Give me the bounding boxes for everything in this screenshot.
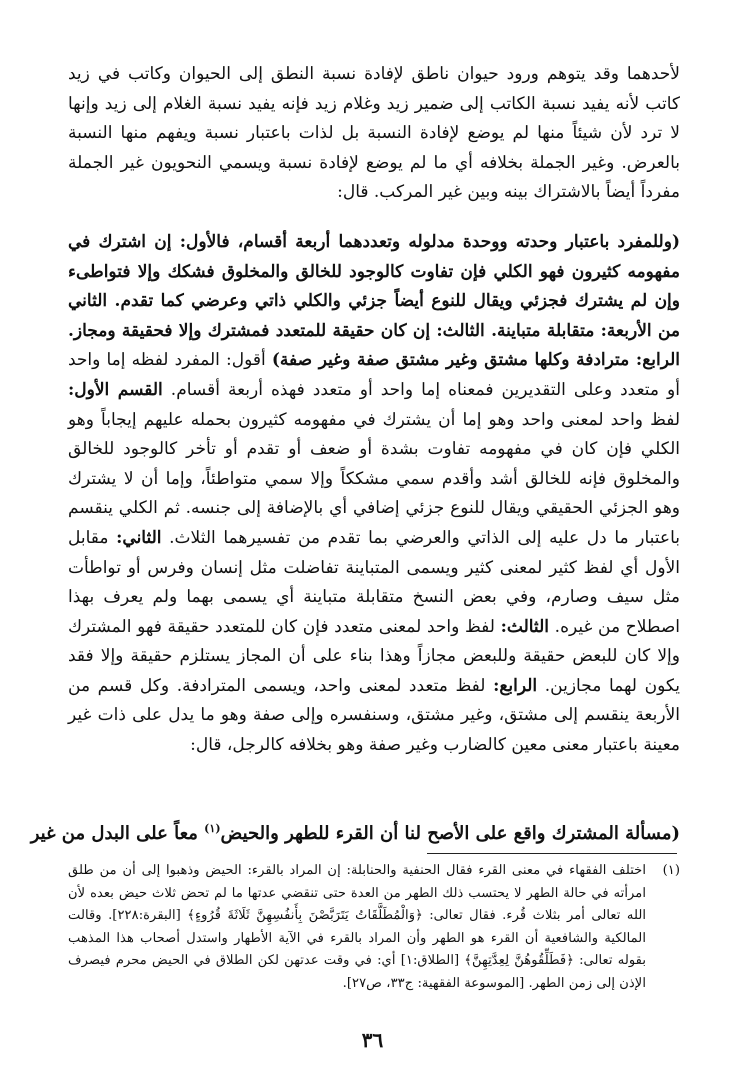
commentary-paragraph: لأحدهما وقد يتوهم ورود حيوان ناطق لإفادة نسبة النطق إلى الحيوان وكاتب في زيد كاتب لأنه يفيد نسبة الكاتب إلى ضمير زيد وغلام زيد فإنه يفيد نسبة الغلام إلى زيد وإنها لا ترد لأن شيئاً منها لم يوضع لإفادة النسبة بل لذات باعتبار نسبة ويفهم منها النسبة بالعرض. وغير الجملة بخلافه أي ما لم يوضع لإفادة نسبة ويسمي النحويون غير الجملة مفرداً أيضاً بالاشتراك بينه وبين غير المركب. قال: (68, 64, 680, 203)
footnote-marker: (١) (662, 863, 680, 878)
commentary-text: لفظ واحد لمعنى متعدد فإن كان للمتعدد حقيقة فهو المشترك وإلا كان للبعض حقيقة وللبعض مجازاً وهذا بناء على أن المجاز يستلزم حقيقة وإلا فقد يكون لهما مجازين. (68, 616, 680, 696)
footnote-reference[interactable]: (١) (204, 822, 221, 835)
commentary-text: أقول: المفرد لفظه إما واحد أو متعدد وعلى التقديرين فمعناه إما واحد أو متعدد فهذه أربعة أقسام. (68, 350, 680, 400)
section-label: القسم الأول: (68, 379, 163, 400)
section-heading (30, 814, 680, 849)
section-label: الرابع: (493, 675, 538, 696)
section-label: الثاني: (116, 527, 162, 548)
commentary-text: مقابل الأول أي لفظ كثير لمعنى كثير ويسمى المتباينة تفاضلت مثل إنسان وفرس أو تواطأت مثل سيف وصارم، وفي بعض النسخ متقابلة متباينة أي يسمى بهما ولم يعرف بهذا اصطلاح من غيره. (68, 527, 680, 637)
matn-text: (وللمفرد باعتبار وحدته ووحدة مدلوله وتعددهما أربعة أقسام، فالأول: إن اشترك في مفهومه كثيرون فهو الكلي فإن تفاوت كالوجود للخالق والمخلوق فشكك وإلا فتواطىء وإن لم يشترك فجزئي ويقال للنوع أيضاً جزئي والكلي ذاتي وعرضي كما تقدم. الثاني من الأربعة: متقابلة متباينة. الثالث: إن كان حقيقة للمتعدد فمشترك وإلا فحقيقة ومجاز. الرابع: مترادفة وكلها مشتق وغير مشتق صفة وغير صفة) (68, 231, 680, 371)
footnote-text: اختلف الفقهاء في معنى القرء فقال الحنفية والحنابلة: إن المراد بالقرء: الحيض وذهبوا إلى أن من طلق امرأته في حالة الطهر لا يحتسب ذلك الطهر من العدة حتى تنقضي عدتها ما لم تحض ثلاث حيض بعده لأن الله تعالى أمر بثلاث قُرء. فقال تعالى: ﴿وَالْمُطَلَّقَاتُ يَتَرَبَّصْنَ بِأَنفُسِهِنَّ ثَلَاثَةَ قُرُوءٍ﴾ [البقرة:٢٢٨]. وقالت المالكية والشافعية أن القرء هو الطهر وأن المراد بالقرء في الآية الأطهار واستدل أصحاب هذا المذهب بقوله تعالى: ﴿فَطَلِّقُوهُنَّ لِعِدَّتِهِنَّ﴾ [الطلاق:١] أي: في وقت عدتهن لكن الطلاق في الحيض محرم فيصرف الإذن إلى زمن الطهر. [الموسوعة الفقهية: ج٣٣، ص٢٧]. (68, 863, 647, 991)
section-label: الثالث: (500, 616, 549, 637)
heading-text-continued: معاً على البدل من غير (30, 823, 205, 844)
main-text (68, 60, 680, 761)
page-number: ٣٦ (361, 1028, 384, 1052)
footnote-divider (427, 853, 677, 854)
matn-commentary-paragraph (68, 228, 680, 761)
commentary-text: لفظ واحد لمعنى واحد وهو إما أن يشترك في مفهومه كثيرون بحمله عليهم إيجاباً وهو الكلي فإن كان في مفهومه تفاوت بشدة أو ضعف أو تقدم أو تأخر كالوجود للخالق والمخلوق فإنه للخالق أشد وأقدم سمي مشككاً وإلا سمي متواطئاً، وإما أن لا يشترك وهو الجزئي الحقيقي ويقال للنوع جزئي إضافي أي بالإضافة إلى جنسه. ثم الكلي ينقسم باعتبار ما دل عليه إلى الذاتي والعرضي بما تقدم من تفسيرهما الثلاث. (68, 409, 680, 548)
footnote (68, 860, 680, 996)
commentary-text: لفظ متعدد لمعنى واحد، ويسمى المترادفة. وكل قسم من الأربعة ينقسم إلى مشتق، وغير مشتق، وسنفسره وإلى صفة وهو ما يدل على ذات غير معينة باعتبار معنى معين كالضارب وغير صفة وهو بخلافه كالرجل، قال: (68, 675, 680, 756)
heading-text: (مسألة المشترك واقع على الأصح لنا أن القرء للطهر والحيض (220, 823, 680, 844)
